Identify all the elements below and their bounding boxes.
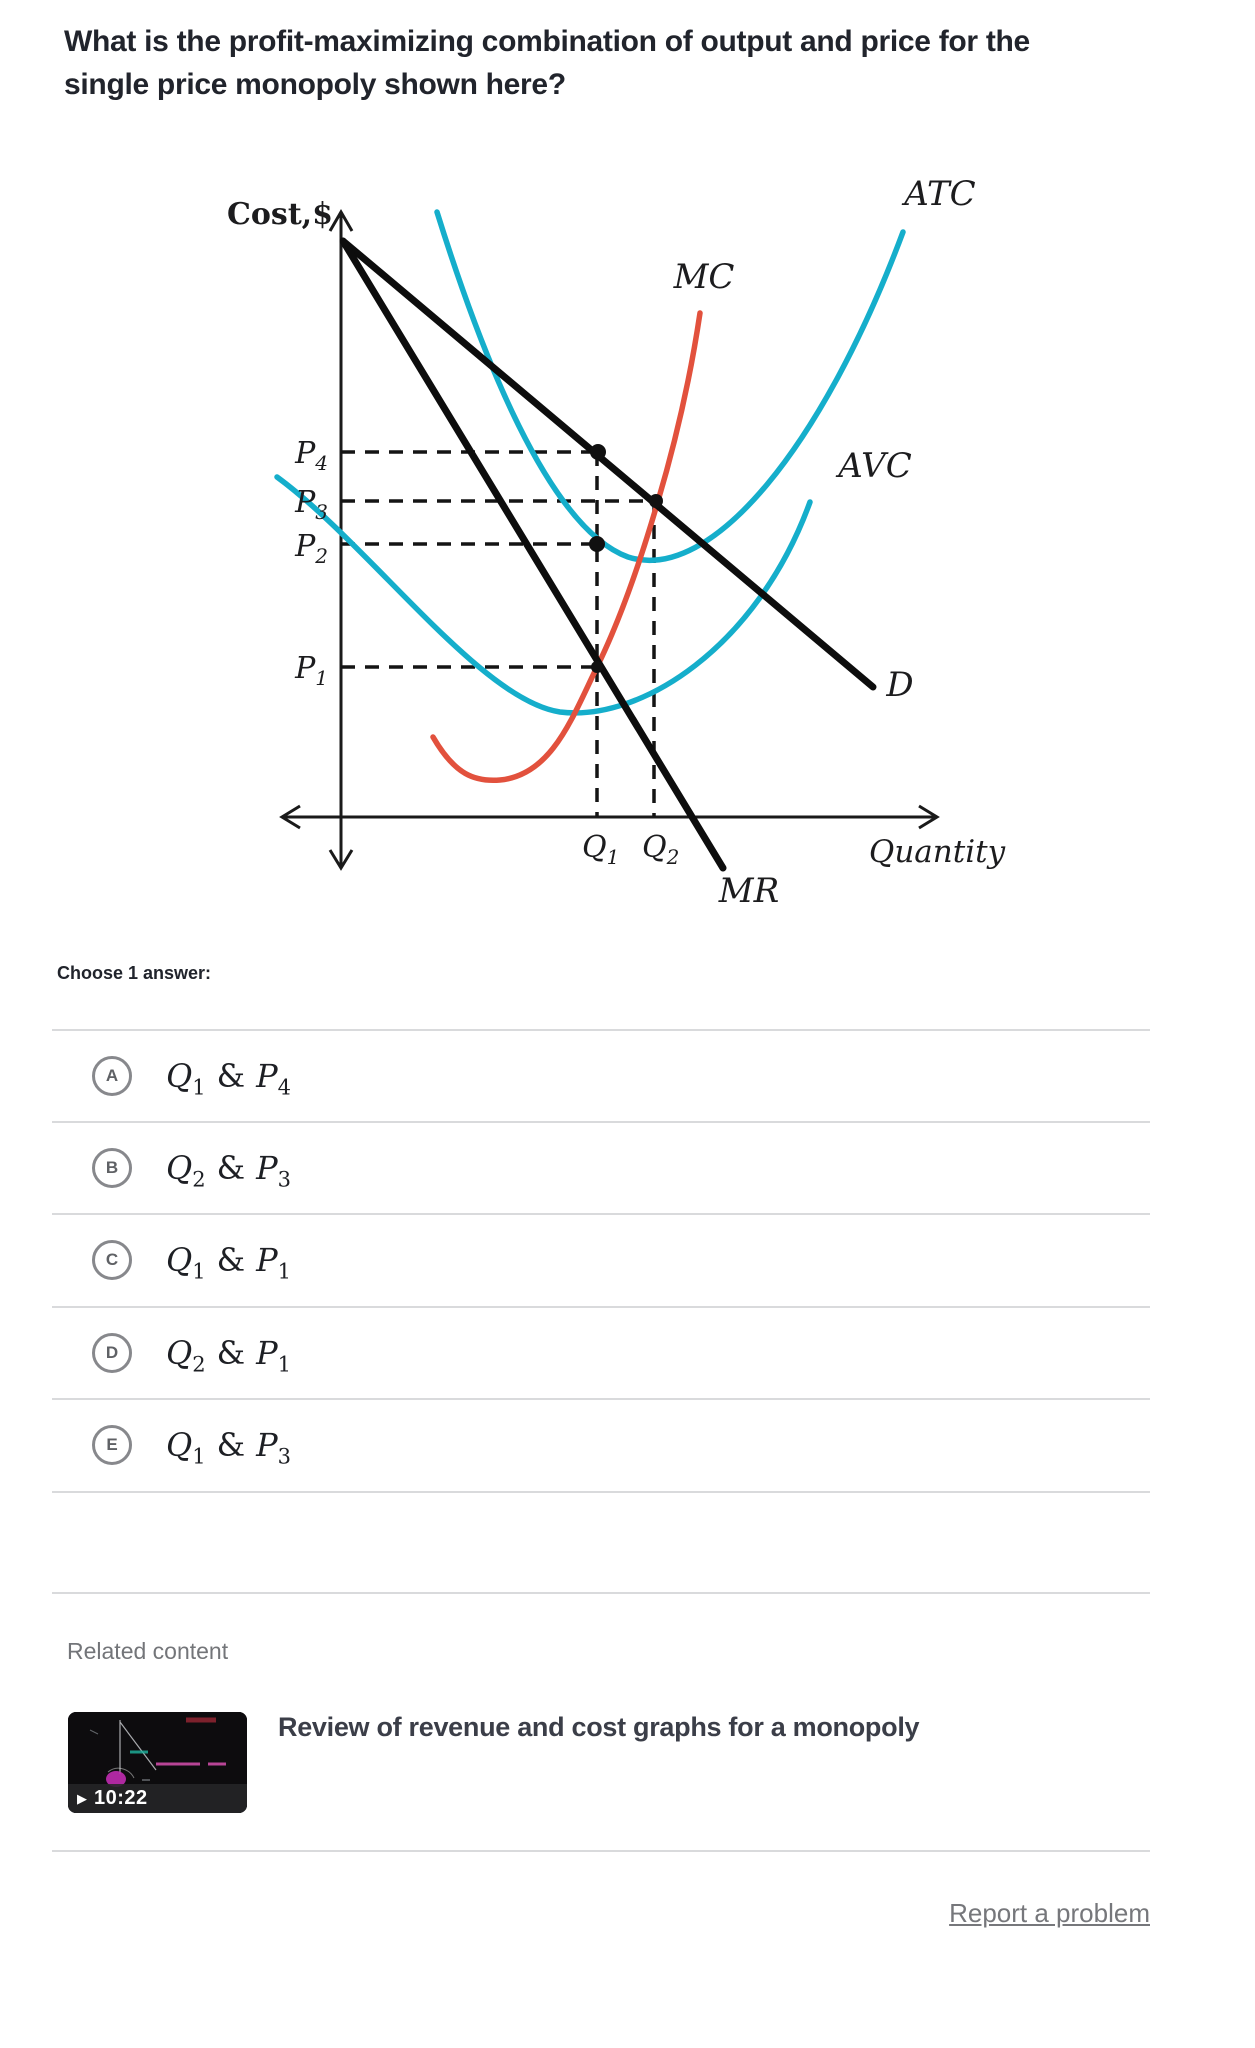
- answer-option-e[interactable]: [52, 1399, 1150, 1491]
- radio-button-a[interactable]: A: [92, 1056, 132, 1096]
- dot-q2-p3: [649, 494, 663, 508]
- dot-q1-p1: [591, 661, 603, 673]
- p2-label: $P_2$: [295, 529, 328, 568]
- related-video-title[interactable]: Review of revenue and cost graphs for a monopoly: [278, 1712, 920, 1742]
- mc-label: MC: [673, 257, 735, 297]
- video-duration: 10:22: [94, 1787, 148, 1809]
- radio-button-c[interactable]: C: [92, 1240, 132, 1280]
- video-thumbnail[interactable]: [68, 1712, 247, 1813]
- answer-option-b-label: $Q_2$ & $P_3$: [166, 1149, 291, 1192]
- q2-label: $Q_2$: [642, 830, 680, 869]
- mr-curve: [343, 241, 723, 868]
- choose-answer-prompt: Choose 1 answer:: [57, 963, 212, 983]
- divider: [52, 1592, 1150, 1594]
- demand-label: D: [886, 665, 914, 705]
- answer-option-e-label: $Q_1$ & $P_3$: [166, 1426, 291, 1469]
- answer-option-b[interactable]: [52, 1122, 1150, 1214]
- p1-label: $P_1$: [295, 651, 328, 690]
- divider: [52, 1850, 1150, 1852]
- report-a-problem-link[interactable]: Report a problem: [949, 1898, 1150, 1928]
- divider: [52, 1491, 1150, 1493]
- quantity-axis-label: Quantity: [868, 834, 1006, 870]
- radio-button-d[interactable]: D: [92, 1333, 132, 1373]
- demand-curve: [343, 241, 873, 687]
- mr-label: MR: [718, 871, 780, 911]
- dot-q1-p4: [590, 444, 606, 460]
- answer-option-d-label: $Q_2$ & $P_1$: [166, 1334, 291, 1377]
- q1-label: $Q_1$: [582, 830, 620, 869]
- monopoly-graph: [200, 120, 1060, 950]
- video-duration-bar: [68, 1784, 247, 1813]
- avc-label: AVC: [838, 446, 912, 486]
- radio-button-b[interactable]: B: [92, 1148, 132, 1188]
- related-content-heading: Related content: [67, 1638, 229, 1664]
- dot-q1-p2: [589, 536, 605, 552]
- p3-label: $P_3$: [295, 485, 328, 524]
- answer-option-a-label: $Q_1$ & $P_4$: [166, 1057, 291, 1100]
- answer-option-d[interactable]: [52, 1307, 1150, 1399]
- p4-label: $P_4$: [295, 436, 328, 475]
- play-icon: ▶: [77, 1791, 87, 1806]
- radio-button-e[interactable]: E: [92, 1425, 132, 1465]
- atc-label: ATC: [904, 174, 976, 214]
- answer-option-a[interactable]: [52, 1030, 1150, 1122]
- question-text: What is the profit-maximizing combination of output and price for the single price monopoly shown here?: [64, 25, 1030, 101]
- answer-option-c-label: $Q_1$ & $P_1$: [166, 1241, 291, 1284]
- cost-axis-label: Cost,$: [227, 197, 333, 232]
- avc-curve: [277, 477, 810, 713]
- answer-option-c[interactable]: [52, 1214, 1150, 1306]
